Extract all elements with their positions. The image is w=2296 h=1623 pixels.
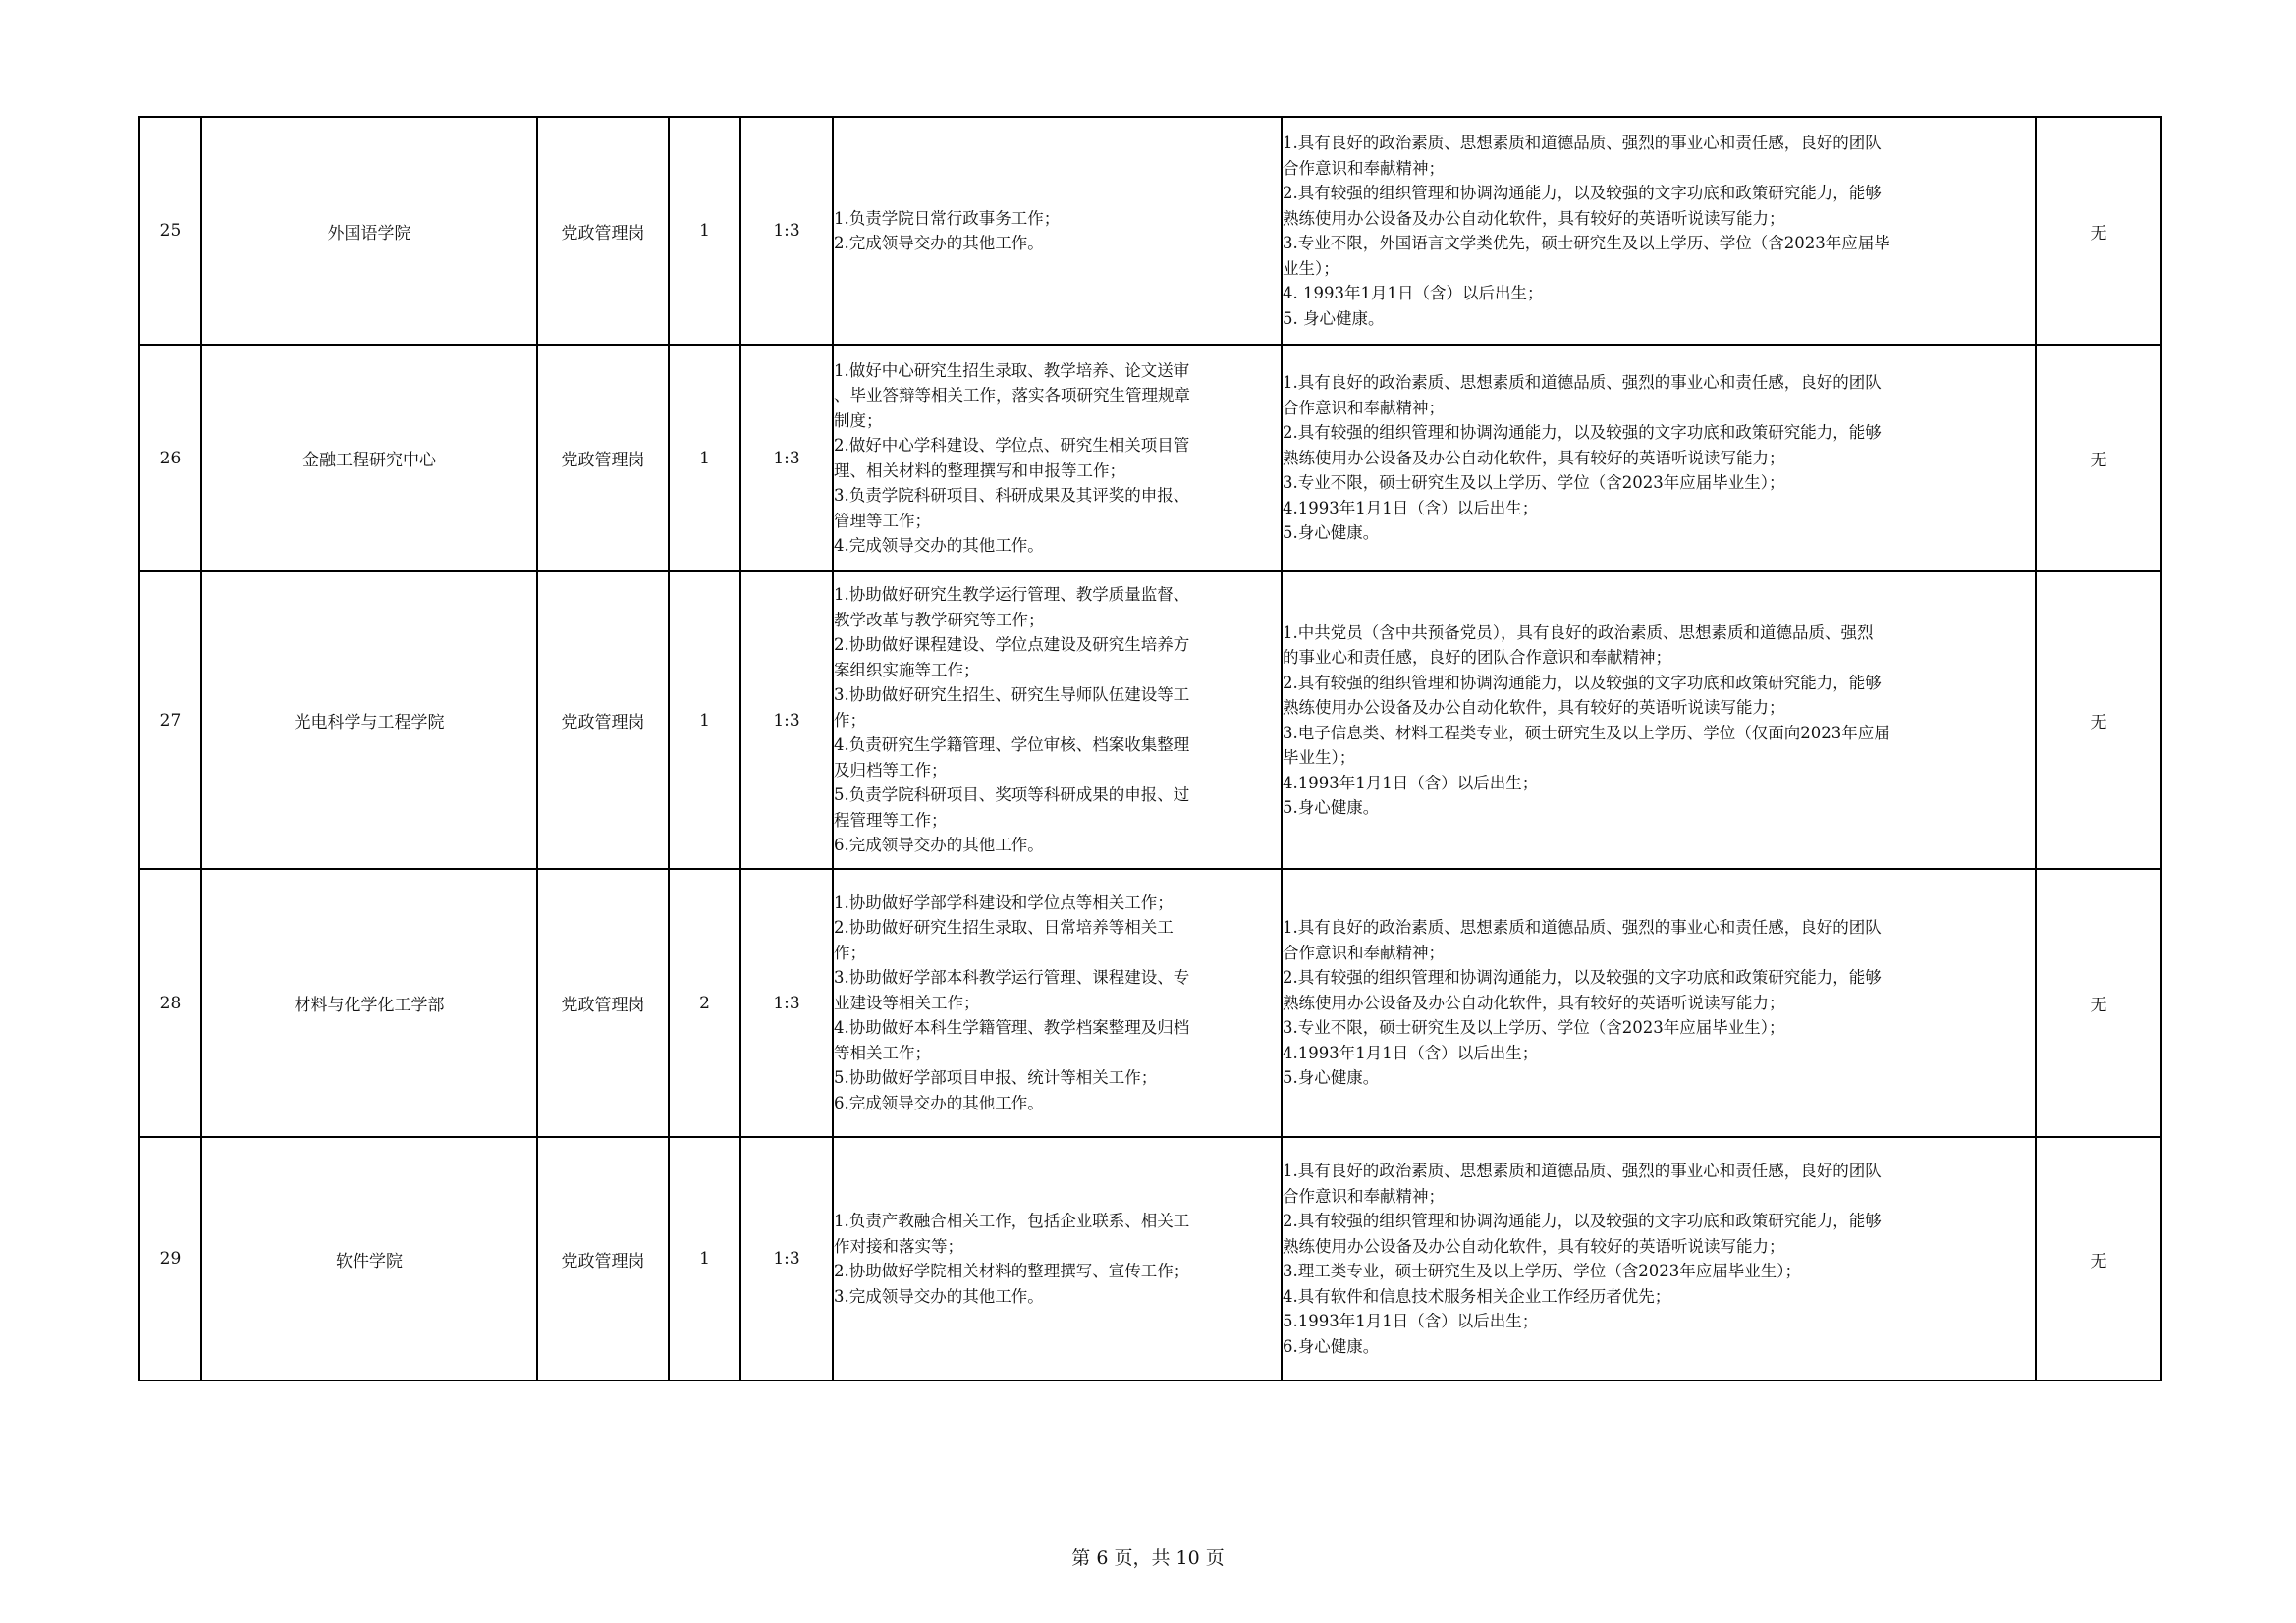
requirement-line: 5.身心健康。 <box>1283 798 1380 817</box>
requirement-line: 1.中共党员（含中共预备党员），具有良好的政治素质、思想素质和道德品质、强烈 <box>1283 622 1874 642</box>
requirement-line: 6.身心健康。 <box>1283 1336 1380 1356</box>
requirement-line: 3.理工类专业，硕士研究生及以上学历、学位（含2023年应届毕业生）； <box>1283 1262 1801 1280</box>
requirement-line: 5.1993年1月1日（含）以后出生； <box>1283 1312 1539 1330</box>
requirement-line: 3.专业不限，硕士研究生及以上学历、学位（含2023年应届毕业生）； <box>1283 1018 1785 1038</box>
duty-line: 2.协助做好研究生招生录取、日常培养等相关工 <box>834 918 1174 938</box>
requirement-line: 2.具有较强的组织管理和协调沟通能力，以及较强的文字功底和政策研究能力，能够 <box>1283 423 1882 443</box>
duty-line: 3.完成领导交办的其他工作。 <box>834 1286 1044 1306</box>
duty-line: 3.负责学院科研项目、科研成果及其评奖的申报、 <box>834 486 1190 505</box>
page-footer: 第 6 页，共 10 页 <box>1071 1547 1225 1569</box>
requirement-line: 合作意识和奉献精神； <box>1283 158 1445 178</box>
duty-line: 1.负责学院日常行政事务工作； <box>834 208 1061 228</box>
duty-line: 4.负责研究生学籍管理、学位审核、档案收集整理 <box>834 735 1190 755</box>
duty-line: 2.完成领导交办的其他工作。 <box>834 234 1044 252</box>
requirement-line: 毕业生）； <box>1283 748 1356 767</box>
requirement-line: 4.1993年1月1日（含）以后出生； <box>1283 1043 1539 1062</box>
requirement-line: 2.具有较强的组织管理和协调沟通能力，以及较强的文字功底和政策研究能力，能够 <box>1283 184 1882 202</box>
requirement-line: 熟练使用办公设备及办公自动化软件，具有较好的英语听说读写能力； <box>1283 698 1785 717</box>
requirement-line: 1.具有良好的政治素质、思想素质和道德品质、强烈的事业心和责任感，良好的团队 <box>1283 134 1882 152</box>
post-type: 党政管理岗 <box>537 117 669 345</box>
unit-name: 金融工程研究中心 <box>201 345 537 571</box>
interview-ratio: 1:3 <box>740 345 833 571</box>
post-type: 党政管理岗 <box>537 345 669 571</box>
interview-ratio: 1:3 <box>740 869 833 1137</box>
headcount: 1 <box>669 345 740 571</box>
requirement-line: 4.具有软件和信息技术服务相关企业工作经历者优先； <box>1283 1286 1671 1306</box>
duty-line: 4.协助做好本科生学籍管理、教学档案整理及归档 <box>834 1018 1190 1038</box>
duty-line: 3.协助做好学部本科教学运行管理、课程建设、专 <box>834 968 1190 988</box>
interview-ratio: 1:3 <box>740 117 833 345</box>
requirements-cell <box>1282 117 2036 345</box>
duty-line: 6.完成领导交办的其他工作。 <box>834 1093 1044 1112</box>
requirement-line: 3.专业不限，硕士研究生及以上学历、学位（含2023年应届毕业生）； <box>1283 473 1785 493</box>
unit-name: 外国语学院 <box>201 117 537 345</box>
row-number: 25 <box>139 117 201 345</box>
requirement-line: 熟练使用办公设备及办公自动化软件，具有较好的英语听说读写能力； <box>1283 208 1785 228</box>
duties-cell <box>833 869 1282 1137</box>
other-requirement: 无 <box>2036 1137 2161 1380</box>
requirement-line: 1.具有良好的政治素质、思想素质和道德品质、强烈的事业心和责任感，良好的团队 <box>1283 373 1882 393</box>
table-row <box>139 571 2161 869</box>
requirement-line: 熟练使用办公设备及办公自动化软件，具有较好的英语听说读写能力； <box>1283 993 1785 1012</box>
unit-name: 材料与化学化工学部 <box>201 869 537 1137</box>
duty-line: 3.协助做好研究生招生、研究生导师队伍建设等工 <box>834 685 1190 705</box>
requirement-line: 合作意识和奉献精神； <box>1283 398 1445 417</box>
table-row <box>139 345 2161 571</box>
duty-line: 2.协助做好课程建设、学位点建设及研究生培养方 <box>834 635 1190 655</box>
requirement-line: 4.1993年1月1日（含）以后出生； <box>1283 773 1539 792</box>
duty-line: 1.负责产教融合相关工作，包括企业联系、相关工 <box>834 1212 1190 1230</box>
row-number: 29 <box>139 1137 201 1380</box>
requirement-line: 5.身心健康。 <box>1283 523 1380 543</box>
requirements-cell <box>1282 869 2036 1137</box>
duty-line: 制度； <box>834 410 883 430</box>
duty-line: 1.做好中心研究生招生录取、教学培养、论文送审 <box>834 360 1190 380</box>
table-row <box>139 117 2161 345</box>
duties-cell <box>833 1137 1282 1380</box>
headcount: 1 <box>669 1137 740 1380</box>
table-row <box>139 869 2161 1137</box>
duty-line: 程管理等工作； <box>834 810 948 830</box>
other-requirement: 无 <box>2036 117 2161 345</box>
requirement-line: 4. 1993年1月1日（含）以后出生； <box>1283 284 1544 302</box>
post-type: 党政管理岗 <box>537 869 669 1137</box>
duty-line: 、毕业答辩等相关工作，落实各项研究生管理规章 <box>834 386 1190 405</box>
duty-line: 6.完成领导交办的其他工作。 <box>834 836 1044 855</box>
requirement-line: 1.具有良好的政治素质、思想素质和道德品质、强烈的事业心和责任感，良好的团队 <box>1283 1162 1882 1180</box>
headcount: 1 <box>669 117 740 345</box>
duty-line: 业建设等相关工作； <box>834 993 980 1012</box>
requirement-line: 5. 身心健康。 <box>1283 308 1385 328</box>
requirement-line: 1.具有良好的政治素质、思想素质和道德品质、强烈的事业心和责任感，良好的团队 <box>1283 918 1882 938</box>
requirement-line: 熟练使用办公设备及办公自动化软件，具有较好的英语听说读写能力； <box>1283 448 1785 467</box>
requirement-line: 5.身心健康。 <box>1283 1068 1380 1088</box>
other-requirement: 无 <box>2036 345 2161 571</box>
requirement-line: 合作意识和奉献精神； <box>1283 943 1445 962</box>
post-type: 党政管理岗 <box>537 571 669 869</box>
unit-name: 软件学院 <box>201 1137 537 1380</box>
duty-line: 5.协助做好学部项目申报、统计等相关工作； <box>834 1068 1158 1088</box>
unit-name: 光电科学与工程学院 <box>201 571 537 869</box>
requirement-line: 3.专业不限，外国语言文学类优先，硕士研究生及以上学历、学位（含2023年应届毕 <box>1283 234 1890 252</box>
requirements-cell <box>1282 571 2036 869</box>
post-type: 党政管理岗 <box>537 1137 669 1380</box>
duty-line: 2.协助做好学院相关材料的整理撰写、宣传工作； <box>834 1262 1190 1280</box>
requirement-line: 熟练使用办公设备及办公自动化软件，具有较好的英语听说读写能力； <box>1283 1236 1785 1256</box>
row-number: 26 <box>139 345 201 571</box>
interview-ratio: 1:3 <box>740 571 833 869</box>
duty-line: 及归档等工作； <box>834 760 948 780</box>
duty-line: 管理等工作； <box>834 511 931 530</box>
other-requirement: 无 <box>2036 571 2161 869</box>
duties-cell <box>833 571 1282 869</box>
duty-line: 教学改革与教学研究等工作； <box>834 610 1045 629</box>
requirement-line: 业生）； <box>1283 258 1339 278</box>
requirement-line: 2.具有较强的组织管理和协调沟通能力，以及较强的文字功底和政策研究能力，能够 <box>1283 673 1882 692</box>
requirement-line: 的事业心和责任感，良好的团队合作意识和奉献精神； <box>1283 648 1671 667</box>
headcount: 2 <box>669 869 740 1137</box>
duty-line: 案组织实施等工作； <box>834 660 980 679</box>
row-number: 27 <box>139 571 201 869</box>
other-requirement: 无 <box>2036 869 2161 1137</box>
duty-line: 5.负责学院科研项目、奖项等科研成果的申报、过 <box>834 785 1190 805</box>
table-row <box>139 1137 2161 1380</box>
duty-line: 作； <box>834 710 866 730</box>
requirement-line: 3.电子信息类、材料工程类专业，硕士研究生及以上学历、学位（仅面向2023年应届 <box>1283 723 1890 742</box>
requirement-line: 合作意识和奉献精神； <box>1283 1186 1445 1206</box>
duties-cell <box>833 345 1282 571</box>
duty-line: 等相关工作； <box>834 1043 931 1062</box>
row-number: 28 <box>139 869 201 1137</box>
requirement-line: 2.具有较强的组织管理和协调沟通能力，以及较强的文字功底和政策研究能力，能够 <box>1283 968 1882 988</box>
table-body <box>139 117 2161 1380</box>
duty-line: 作； <box>834 943 866 962</box>
requirement-line: 2.具有较强的组织管理和协调沟通能力，以及较强的文字功底和政策研究能力，能够 <box>1283 1212 1882 1230</box>
requirements-cell <box>1282 345 2036 571</box>
interview-ratio: 1:3 <box>740 1137 833 1380</box>
duty-line: 理、相关材料的整理撰写和申报等工作； <box>834 460 1125 480</box>
duty-line: 1.协助做好学部学科建设和学位点等相关工作； <box>834 893 1174 912</box>
duty-line: 4.完成领导交办的其他工作。 <box>834 536 1044 555</box>
duty-line: 1.协助做好研究生教学运行管理、教学质量监督、 <box>834 585 1190 605</box>
requirements-cell <box>1282 1137 2036 1380</box>
duty-line: 作对接和落实等； <box>834 1236 963 1256</box>
headcount: 1 <box>669 571 740 869</box>
requirement-line: 4.1993年1月1日（含）以后出生； <box>1283 498 1539 517</box>
positions-table <box>138 116 2162 1381</box>
duty-line: 2.做好中心学科建设、学位点、研究生相关项目管 <box>834 436 1190 455</box>
duties-cell <box>833 117 1282 345</box>
